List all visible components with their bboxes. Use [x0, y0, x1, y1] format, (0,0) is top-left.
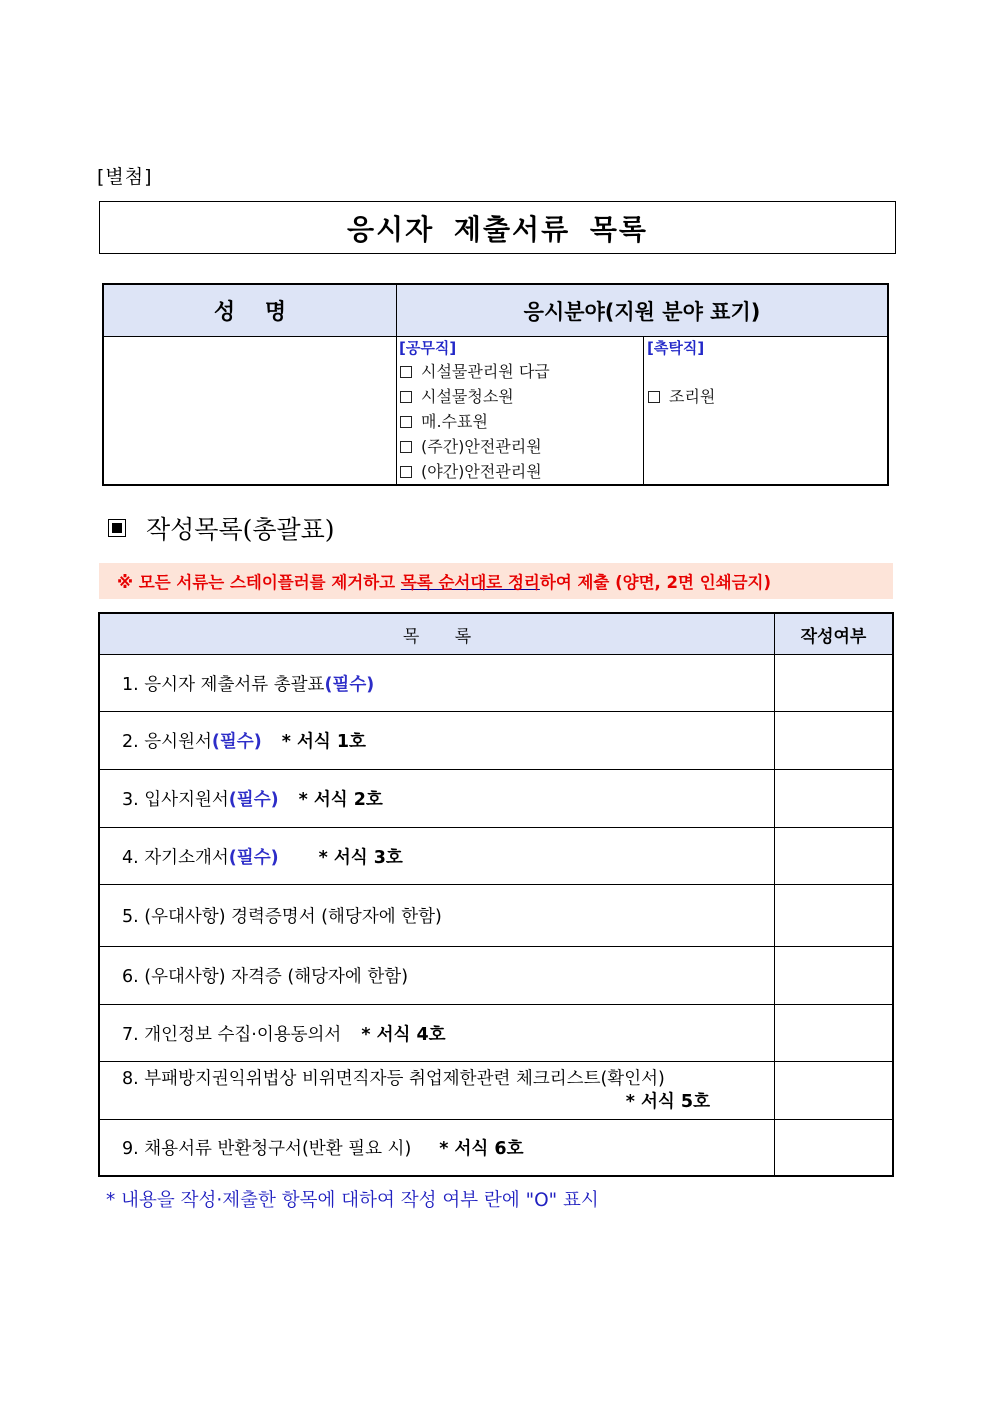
form-number: * 서식 3호	[318, 847, 403, 868]
header-name: 성 명	[104, 285, 397, 336]
table-row	[100, 711, 892, 769]
form-number: * 서식 4호	[361, 1024, 446, 1045]
item-text: 5. (우대사항) 경력증명서 (해당자에 한함)	[122, 907, 442, 927]
checklist-header-row	[100, 614, 892, 654]
item-text: 3. 입사지원서	[122, 790, 229, 810]
attachment-label: [별첨]	[97, 166, 153, 188]
item-text: 4. 자기소개서	[122, 847, 229, 868]
header-item: 목 록	[100, 614, 775, 654]
done-cell[interactable]	[775, 1120, 892, 1175]
item-cell	[100, 885, 775, 946]
item-text: 1. 응시자 제출서류 총괄표	[122, 674, 325, 695]
applicant-table	[102, 283, 889, 486]
option-ticket-seller[interactable]	[399, 409, 643, 434]
done-cell[interactable]	[775, 655, 892, 711]
applicant-table-header	[104, 285, 887, 337]
document-title-box	[99, 201, 896, 254]
document-title: 응시자 제출서류 목록	[347, 212, 648, 246]
required-tag: (필수)	[228, 790, 279, 810]
checkbox-icon[interactable]	[400, 366, 412, 378]
required-tag: (필수)	[324, 674, 375, 695]
category-public	[397, 337, 644, 484]
item-text: 2. 응시원서	[122, 732, 212, 752]
item-text: 6. (우대사항) 자격증 (해당자에 한함)	[122, 967, 409, 987]
table-row	[100, 946, 892, 1004]
option-label: 시설물관리원 다급	[421, 362, 550, 381]
done-cell[interactable]	[775, 828, 892, 884]
checkbox-icon[interactable]	[400, 416, 412, 428]
category-label-contract: [촉탁직]	[647, 339, 705, 357]
option-label: (주간)안전관리원	[421, 437, 542, 456]
item-cell	[100, 770, 775, 827]
footnote: * 내용을 작성·제출한 항목에 대하여 작성 여부 란에 "O" 표시	[106, 1190, 599, 1211]
section-heading-text: 작성목록(총괄표)	[146, 515, 335, 544]
category-label-public: [공무직]	[399, 339, 457, 357]
option-night-safety-manager[interactable]	[399, 459, 643, 484]
item-text: 8. 부패방지권익위법상 비위면직자등 취업제한관련 체크리스트(확인서)	[122, 1068, 665, 1089]
header-done: 작성여부	[800, 626, 867, 647]
applicant-table-body	[104, 337, 887, 484]
item-text: 9. 채용서류 반환청구서(반환 필요 시)	[122, 1139, 412, 1159]
item-cell	[100, 828, 775, 884]
table-row	[100, 884, 892, 946]
done-cell[interactable]	[775, 712, 892, 769]
option-label: (야간)안전관리원	[421, 462, 542, 481]
table-row	[100, 654, 892, 711]
option-day-safety-manager[interactable]	[399, 434, 643, 459]
form-number: * 서식 1호	[281, 732, 366, 752]
table-row	[100, 1004, 892, 1061]
option-label: 조리원	[669, 387, 716, 406]
option-label: 매.수표원	[421, 412, 488, 431]
section-heading	[108, 510, 335, 546]
option-cook[interactable]	[647, 384, 887, 409]
table-row	[100, 827, 892, 884]
filled-square-icon	[108, 519, 126, 537]
item-cell	[100, 947, 775, 1004]
table-row	[100, 769, 892, 827]
table-row	[100, 1061, 892, 1119]
item-text: 7. 개인정보 수집·이용동의서	[122, 1024, 342, 1045]
item-cell	[100, 1005, 775, 1061]
required-tag: (필수)	[228, 847, 279, 868]
item-cell	[100, 1062, 775, 1119]
option-facility-cleaner[interactable]	[399, 384, 643, 409]
item-cell	[100, 655, 775, 711]
option-facility-manager[interactable]	[399, 359, 643, 384]
table-row	[100, 1119, 892, 1175]
item-cell	[100, 1120, 775, 1175]
checklist-table	[98, 612, 894, 1177]
done-cell[interactable]	[775, 1062, 892, 1119]
header-field: 응시분야(지원 분야 표기)	[523, 299, 761, 324]
form-number: * 서식 6호	[439, 1139, 524, 1159]
done-cell[interactable]	[775, 770, 892, 827]
notice-suffix: 하여 제출 (양면, 2면 인쇄금지)	[539, 573, 772, 592]
notice-banner	[99, 563, 893, 599]
item-cell	[100, 712, 775, 769]
checkbox-icon[interactable]	[648, 391, 660, 403]
notice-underlined: 목록 순서대로 정리	[400, 573, 540, 592]
done-cell[interactable]	[775, 947, 892, 1004]
form-number: * 서식 2호	[298, 790, 383, 810]
checkbox-icon[interactable]	[400, 391, 412, 403]
checkbox-icon[interactable]	[400, 441, 412, 453]
required-tag: (필수)	[211, 732, 262, 752]
option-label: 시설물청소원	[421, 387, 514, 406]
category-contract	[645, 337, 887, 484]
name-input-cell[interactable]	[104, 337, 397, 484]
checkbox-icon[interactable]	[400, 466, 412, 478]
done-cell[interactable]	[775, 885, 892, 946]
done-cell[interactable]	[775, 1005, 892, 1061]
form-number: * 서식 5호	[625, 1091, 710, 1112]
notice-prefix: ※ 모든 서류는 스테이플러를 제거하고	[117, 573, 401, 592]
